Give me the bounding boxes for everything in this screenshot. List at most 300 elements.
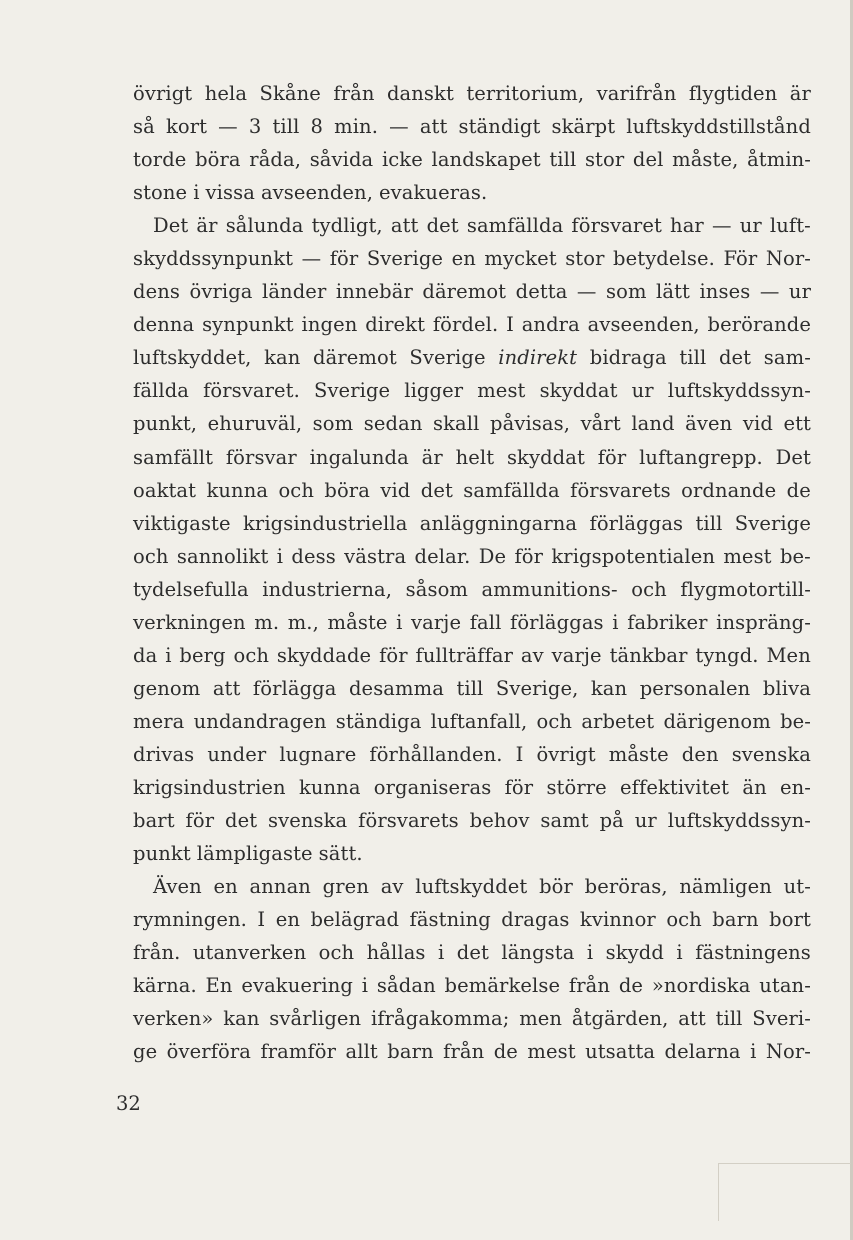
word: än	[742, 775, 767, 799]
word: tydligt,	[311, 214, 383, 238]
word: m.	[254, 610, 280, 634]
word: hållas	[366, 941, 426, 965]
word: och	[133, 544, 169, 568]
word: vid	[380, 478, 411, 502]
word: mera	[133, 709, 185, 733]
word: och	[233, 643, 270, 667]
word: lämpligaste	[196, 842, 313, 866]
word: bliva	[762, 676, 811, 700]
word: såvida	[309, 148, 374, 172]
word: fästningens	[695, 941, 811, 965]
word: Även	[153, 875, 202, 899]
word: Nor-	[765, 1040, 811, 1064]
word: ordnande	[681, 478, 777, 502]
word: ingalunda	[309, 445, 409, 469]
word: är	[421, 445, 443, 469]
word: evakuering	[241, 974, 354, 998]
word: och	[666, 908, 702, 932]
word: och	[278, 478, 314, 502]
word: ständigt	[458, 115, 541, 139]
word: samfällt	[133, 445, 214, 469]
word: —	[711, 214, 732, 238]
word: beröras,	[584, 875, 668, 899]
text-line	[133, 870, 811, 903]
word: skydd	[605, 941, 664, 965]
word: luftskyddet	[415, 875, 528, 899]
word: i	[361, 974, 369, 998]
word: danskt	[386, 82, 454, 105]
word: 8	[310, 115, 324, 139]
word: del	[632, 148, 664, 172]
word: även	[685, 412, 733, 436]
word: förhållanden.	[369, 742, 503, 766]
word: i	[276, 544, 284, 568]
word: Nor-	[765, 247, 811, 271]
word: länder	[262, 280, 327, 304]
word: personalen	[639, 676, 751, 700]
word: i	[612, 610, 619, 634]
word: varje	[551, 643, 602, 667]
word: indirekt	[498, 346, 578, 370]
word: för	[329, 247, 359, 271]
page-number: 32	[116, 1092, 141, 1115]
word: till	[695, 511, 723, 535]
word: luftskyddssyn-	[667, 809, 811, 833]
word: en	[213, 875, 238, 899]
word: överföra	[166, 1040, 251, 1064]
word: I	[515, 742, 524, 766]
word: —	[218, 115, 238, 139]
word: ständiga	[335, 709, 422, 733]
text-line	[133, 837, 811, 870]
word: avseenden,	[260, 181, 374, 205]
word: vårt	[580, 412, 621, 436]
word: skärpt	[551, 115, 616, 139]
word: varje	[411, 610, 462, 634]
word: landskapet	[431, 148, 541, 172]
word: tydelsefulla	[133, 577, 249, 601]
text-line	[133, 143, 811, 176]
word: direkt	[365, 313, 426, 337]
word: svårligen	[269, 1007, 362, 1031]
word: för	[185, 809, 215, 833]
word: avseenden,	[587, 313, 700, 337]
word: krigsindustrien	[133, 775, 286, 799]
word: västra	[344, 544, 407, 568]
text-line	[133, 209, 811, 242]
text-line	[133, 738, 811, 771]
word: försvaret	[571, 214, 662, 238]
word: övrigt	[536, 742, 596, 766]
word: Skåne	[259, 82, 321, 105]
word: kvinnor	[579, 908, 656, 932]
word: påvisas,	[490, 412, 571, 436]
word: svenska	[731, 742, 811, 766]
word: bart	[133, 809, 175, 833]
word: större	[546, 775, 607, 799]
word: tänkbar	[609, 643, 688, 667]
word: rymningen.	[133, 908, 247, 932]
word: för	[597, 445, 627, 469]
word: såsom	[405, 577, 468, 601]
text-line	[133, 672, 811, 705]
word: icke	[381, 148, 423, 172]
word: skyddat	[539, 379, 618, 403]
word: försvar	[225, 445, 297, 469]
word: oaktat	[133, 478, 197, 502]
word: inspräng-	[716, 610, 811, 634]
text-line	[133, 77, 811, 110]
word: flygtiden	[688, 82, 778, 105]
word: det	[426, 214, 459, 238]
word: berg	[179, 643, 226, 667]
word: däremot	[313, 346, 397, 370]
word: därigenom	[663, 709, 771, 733]
word: berörande	[707, 313, 811, 337]
word: För	[723, 247, 758, 271]
word: belägrad	[310, 908, 400, 932]
word: fall	[469, 610, 502, 634]
word: innebär	[335, 280, 413, 304]
word: övrigt	[133, 82, 193, 105]
word: samt	[540, 809, 589, 833]
word: råda,	[249, 148, 302, 172]
word: från	[443, 1040, 485, 1064]
word: industrierna,	[262, 577, 393, 601]
word: ur	[739, 214, 762, 238]
word: inses	[699, 280, 751, 304]
word: dragas	[501, 908, 570, 932]
word: framför	[260, 1040, 337, 1064]
word: —	[576, 280, 597, 304]
word: det	[224, 809, 258, 833]
word: m.,	[287, 610, 319, 634]
word: bör	[539, 875, 573, 899]
word: arbetet	[581, 709, 655, 733]
word: förläggas	[510, 610, 604, 634]
word: det	[420, 478, 453, 502]
word: har	[670, 214, 704, 238]
word: stor	[565, 247, 605, 271]
word: måste,	[672, 148, 739, 172]
word: I	[506, 313, 514, 337]
word: krigspotentialen	[551, 544, 716, 568]
word: som	[312, 412, 354, 436]
word: ett	[783, 412, 811, 436]
word: ur	[788, 280, 811, 304]
word: från	[333, 82, 375, 105]
text-line	[133, 407, 811, 440]
body-text	[133, 77, 811, 1068]
text-line	[133, 474, 811, 507]
word: i	[750, 1040, 757, 1064]
word: delar.	[414, 544, 471, 568]
word: bemärkelse	[444, 974, 561, 998]
word: från.	[133, 941, 181, 965]
word: 3	[248, 115, 262, 139]
word: fällda	[133, 379, 190, 403]
word: undandragen	[193, 709, 327, 733]
word: förlägga	[252, 676, 337, 700]
text-line	[133, 969, 811, 1002]
word: Sverige,	[495, 676, 579, 700]
word: försvaret.	[203, 379, 300, 403]
word: att	[678, 1007, 706, 1031]
word: behov	[469, 809, 530, 833]
word: Det	[775, 445, 811, 469]
word: allt	[345, 1040, 378, 1064]
word: skyddssynpunkt	[133, 247, 294, 271]
text-line	[133, 341, 811, 374]
word: anläggningarna	[419, 511, 578, 535]
word: att	[212, 676, 241, 700]
word: torde	[133, 148, 187, 172]
word: mest	[723, 544, 772, 568]
word: Sverige	[366, 247, 444, 271]
word: luftskyddstillstånd	[626, 115, 811, 139]
word: —	[389, 115, 409, 139]
word: ifrågakomma;	[370, 1007, 510, 1031]
word: förläggas	[589, 511, 684, 535]
word: och	[631, 577, 667, 601]
word: luftangrepp.	[639, 445, 763, 469]
word: sedan	[363, 412, 423, 436]
word: min.	[334, 115, 379, 139]
word: —	[301, 247, 322, 271]
word: ur	[631, 379, 654, 403]
text-line	[133, 639, 811, 672]
word: så	[133, 115, 155, 139]
word: åtmin-	[747, 148, 811, 172]
word: organiseras	[373, 775, 492, 799]
word: stone	[133, 181, 188, 205]
word: krigsindustriella	[242, 511, 408, 535]
word: till	[272, 115, 300, 139]
text-line	[133, 176, 811, 209]
text-line	[133, 110, 811, 143]
word: är	[196, 214, 218, 238]
word: fabriker	[627, 610, 708, 634]
word: måste	[608, 742, 669, 766]
word: en	[451, 247, 476, 271]
word: men	[519, 1007, 563, 1031]
word: bort	[769, 908, 811, 932]
word: en-	[779, 775, 811, 799]
word: luftanfall,	[430, 709, 528, 733]
word: ehuruväl,	[207, 412, 303, 436]
word: da	[133, 643, 158, 667]
word: sålunda	[225, 214, 304, 238]
word: det	[456, 941, 489, 965]
word: i	[437, 941, 445, 965]
word: »nordiska	[651, 974, 751, 998]
word: det	[718, 346, 752, 370]
word: och	[536, 709, 573, 733]
scan-corner-mark	[718, 1163, 851, 1221]
word: verken»	[133, 1007, 214, 1031]
word: kan	[223, 1007, 260, 1031]
word: Det	[153, 214, 189, 238]
word: kunna	[298, 775, 361, 799]
word: till	[679, 346, 707, 370]
text-line	[133, 936, 811, 969]
word: för	[504, 775, 534, 799]
text-line	[133, 903, 811, 936]
text-line	[133, 242, 811, 275]
word: till	[715, 1007, 743, 1031]
word: fördel.	[432, 313, 499, 337]
word: drivas	[133, 742, 195, 766]
word: luftskyddssyn-	[667, 379, 811, 403]
word: skyddade	[276, 643, 372, 667]
word: fullträffar	[415, 643, 514, 667]
word: hela	[204, 82, 248, 105]
text-line	[133, 771, 811, 804]
word: sam-	[763, 346, 811, 370]
word: tyngd.	[695, 643, 759, 667]
word: mest	[477, 379, 526, 403]
word: en	[275, 908, 300, 932]
word: barn	[387, 1040, 434, 1064]
text-line	[133, 1035, 811, 1068]
word: dens	[133, 280, 180, 304]
word: övriga	[189, 280, 253, 304]
word: i	[396, 610, 403, 634]
word: I	[257, 908, 266, 932]
word: utan-	[759, 974, 811, 998]
word: flygmotortill-	[680, 577, 811, 601]
word: däremot	[422, 280, 507, 304]
word: Sverige	[734, 511, 811, 535]
word: De	[478, 544, 507, 568]
word: synpunkt	[202, 313, 294, 337]
word: vid	[742, 412, 773, 436]
word: punkt,	[133, 412, 198, 436]
word: Men	[766, 643, 811, 667]
word: till	[549, 148, 577, 172]
word: kärna.	[133, 974, 197, 998]
text-line	[133, 374, 811, 407]
word: kan	[264, 346, 301, 370]
word: under	[207, 742, 267, 766]
text-line	[133, 441, 811, 474]
word: luftskyddet,	[133, 346, 252, 370]
word: sannolikt	[176, 544, 269, 568]
word: utsatta	[585, 1040, 656, 1064]
word: En	[205, 974, 233, 998]
word: luft-	[769, 214, 811, 238]
word: den	[681, 742, 719, 766]
word: samfällda	[466, 214, 564, 238]
word: kort	[165, 115, 208, 139]
word: att	[390, 214, 419, 238]
word: de	[493, 1040, 518, 1064]
word: denna	[133, 313, 195, 337]
word: till	[456, 676, 484, 700]
word: måste	[327, 610, 388, 634]
word: för	[379, 643, 408, 667]
word: i	[586, 941, 594, 965]
word: andra	[521, 313, 580, 337]
text-line	[133, 705, 811, 738]
text-line	[133, 308, 811, 341]
word: på	[599, 809, 624, 833]
word: effektivitet	[620, 775, 730, 799]
word: och	[318, 941, 355, 965]
word: sätt.	[318, 842, 363, 866]
word: är	[789, 82, 811, 105]
word: punkt	[133, 842, 191, 866]
text-line	[133, 573, 811, 606]
word: mest	[527, 1040, 576, 1064]
text-line	[133, 606, 811, 639]
text-line	[133, 1002, 811, 1035]
word: vissa	[205, 181, 255, 205]
word: ur	[634, 809, 657, 833]
word: ge	[133, 1040, 158, 1064]
word: mycket	[484, 247, 557, 271]
word: skyddat	[506, 445, 585, 469]
word: de	[786, 478, 811, 502]
word: för	[514, 544, 544, 568]
word: sådan	[376, 974, 436, 998]
word: kan	[590, 676, 628, 700]
word: betydelse.	[613, 247, 715, 271]
word: nämligen	[679, 875, 772, 899]
word: desamma	[348, 676, 444, 700]
word: de	[618, 974, 644, 998]
word: Sverige	[313, 379, 391, 403]
word: av	[520, 643, 544, 667]
word: genom	[133, 676, 201, 700]
word: av	[380, 875, 404, 899]
word: samfällda	[463, 478, 560, 502]
word: viktigaste	[133, 511, 231, 535]
word: fästning	[409, 908, 491, 932]
word: ingen	[301, 313, 358, 337]
word: längsta	[501, 941, 575, 965]
word: dess	[291, 544, 336, 568]
word: böra	[324, 478, 370, 502]
word: territorium,	[466, 82, 585, 105]
word: ut-	[783, 875, 811, 899]
text-line	[133, 540, 811, 573]
word: från	[568, 974, 611, 998]
text-line	[133, 804, 811, 837]
word: varifrån	[596, 82, 677, 105]
word: ammunitions-	[481, 577, 618, 601]
word: lugnare	[279, 742, 357, 766]
text-line	[133, 275, 811, 308]
word: att	[419, 115, 448, 139]
word: be-	[780, 709, 811, 733]
word: utanverken	[192, 941, 307, 965]
word: i	[165, 643, 172, 667]
word: verkningen	[133, 610, 246, 634]
word: försvarets	[570, 478, 671, 502]
word: ligger	[404, 379, 464, 403]
word: gren	[322, 875, 369, 899]
word: skall	[433, 412, 480, 436]
word: svenska	[268, 809, 348, 833]
word: barn	[712, 908, 759, 932]
word: böra	[195, 148, 241, 172]
word: bidraga	[589, 346, 667, 370]
word: i	[676, 941, 683, 965]
word: i	[193, 181, 200, 205]
text-line	[133, 507, 811, 540]
word: detta	[515, 280, 568, 304]
